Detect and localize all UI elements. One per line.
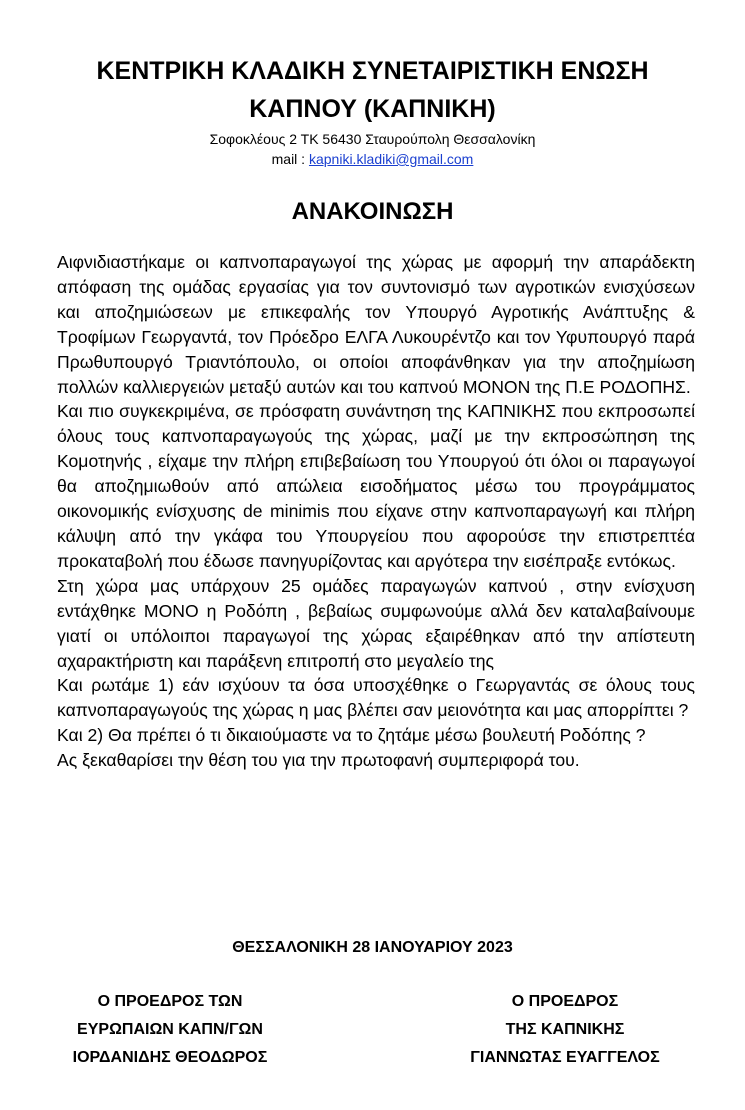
organization-address: Σοφοκλέους 2 ΤΚ 56430 Σταυρούπολη Θεσσαλονίκη — [209, 131, 536, 147]
signature-line: Ο ΠΡΟΕΔΡΟΣ — [511, 993, 619, 1010]
body-paragraph: Ας ξεκαθαρίσει την θέση του για την πρωτοφανή συμπεριφορά του. — [57, 750, 580, 771]
organization-name-line-2: ΚΑΠΝΟΥ (ΚΑΠΝΙΚΗ) — [249, 95, 496, 123]
email-link[interactable]: kapniki.kladiki@gmail.com — [308, 151, 474, 167]
organization-name-line-1: ΚΕΝΤΡΙΚΗ ΚΛΑΔΙΚΗ ΣΥΝΕΤΑΙΡΙΣΤΙΚΗ ΕΝΩΣΗ — [96, 57, 649, 85]
body-paragraph: Στη χώρα μας υπάρχουν 25 ομάδες παραγωγών καπνού , στην ενίσχυση εντάχθηκε ΜΟΝΟ η Ροδόπη , βεβαίως συμφωνούμε αλλά δεν καταλαβαίνουμε γιατί οι υπόλοιποι παραγωγοί της χώρας εξαιρέθηκαν από την απίστευτη αχαρακτήριστη και παράξενη επιτροπή στο μεγαλείο της — [57, 575, 695, 671]
body-paragraph: Αιφνιδιαστήκαμε οι καπνοπαραγωγοί της χώρας με αφορμή την απαράδεκτη απόφαση της ομάδας εργασίας για τον συντονισμό των αγροτικών ενισχύσεων και αποζημιώσεων με επικεφαλής τον Υπουργό Αγροτικής Ανάπτυξης & Τροφίμων Γεωργαντά, τον Πρόεδρο ΕΛΓΑ Λυκουρέντζο και τον Υφυπουργό παρά Πρωθυπουργό Τριαντόπουλο, οι οποίοι αποφάνθηκαν για την αποζημίωση πολλών καλλιεργειών μεταξύ αυτών και του καπνού ΜΟΝΟΝ της Π.Ε ΡΟΔΟΠΗΣ. — [57, 252, 695, 397]
body-paragraph: Και πιο συγκεκριμένα, σε πρόσφατη συνάντηση της ΚΑΠΝΙΚΗΣ που εκπροσωπεί όλους τους καπνοπαραγωγούς της χώρας, μαζί με την εκπροσώπηση της Κομοτηνής , είχαμε την πλήρη επιβεβαίωση του Υπουργού ότι όλοι οι παραγωγοί θα αποζημιωθούν από απώλεια εισοδήματος μέσω του προγράμματος οικονομικής ενίσχυσης de minimis που είχανε στην καπνοπαραγωγή και πλήρη κάλυψη από την γκάφα του Υπουργείου που αφορούσε την επιστρεπτέα προκαταβολή που έδωσε πανηγυρίζοντας και αργότερα την εισέπραξε εντόκως. — [57, 401, 695, 571]
contact-mail-line — [0, 150, 745, 169]
announcement-body — [57, 250, 695, 773]
announcement-title: ΑΝΑΚΟΙΝΩΣΗ — [291, 198, 454, 225]
signature-name: ΓΙΑΝΝΩΤΑΣ ΕΥΑΓΓΕΛΟΣ — [470, 1049, 660, 1066]
body-paragraph: Και ρωτάμε 1) εάν ισχύουν τα όσα υποσχέθηκε ο Γεωργαντάς σε όλους τους καπνοπαραγωγούς της χώρας η μας βλέπει σαν μειονότητα και μας απορρίπτει ? — [57, 675, 695, 721]
date-line: ΘΕΣΣΑΛΟΝΙΚΗ 28 ΙΑΝΟΥΑΡΙΟΥ 2023 — [232, 939, 513, 956]
signature-block-left — [50, 988, 290, 1072]
mail-label: mail : — [271, 151, 309, 167]
signature-name: ΙΟΡΔΑΝΙΔΗΣ ΘΕΟΔΩΡΟΣ — [72, 1049, 268, 1066]
signature-block-right — [440, 988, 690, 1072]
body-paragraph: Και 2) Θα πρέπει ό τι δικαιούμαστε να το ζητάμε μέσω βουλευτή Ροδόπης ? — [57, 725, 646, 746]
signature-line: ΤΗΣ ΚΑΠΝΙΚΗΣ — [505, 1021, 625, 1038]
signature-line: Ο ΠΡΟΕΔΡΟΣ ΤΩΝ — [97, 993, 243, 1010]
signature-line: ΕΥΡΩΠΑΙΩΝ ΚΑΠΝ/ΓΩΝ — [77, 1021, 263, 1038]
